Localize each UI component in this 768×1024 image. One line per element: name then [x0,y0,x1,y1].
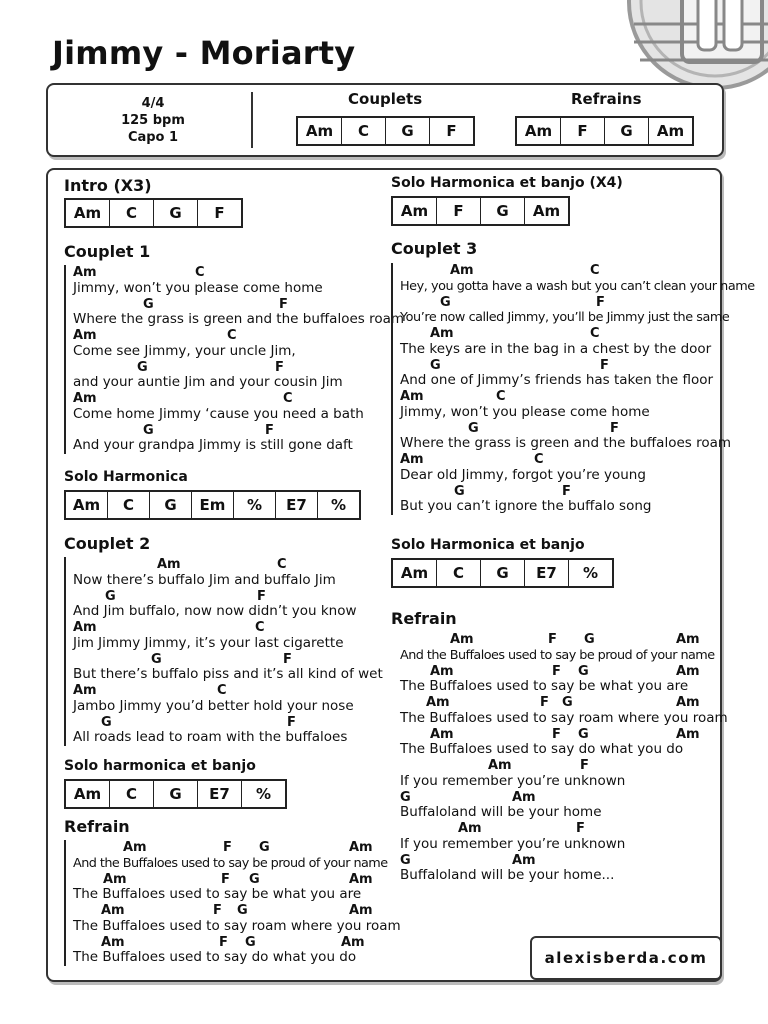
chord-line [400,421,755,437]
lyric-line: If you remember you’re unknown [400,835,626,852]
chord-name: Am [73,265,97,280]
chord-name: F [275,359,284,375]
chord-line [73,935,401,951]
chord-name: F [576,821,585,836]
chord-name: C [227,328,237,343]
chord-cell: C [110,200,154,226]
solo3-heading: Solo Harmonica et banjo (X4) [391,175,623,191]
chord-name: F [265,422,274,438]
chord-line [73,423,404,439]
intro-chord-grid [64,198,243,228]
chord-name: Am [349,903,373,918]
chord-name: Am [676,663,700,679]
lyric-line: And your grandpa Jimmy is still gone daft [73,437,353,454]
chord-line [73,715,383,731]
chord-name: Am [349,840,373,855]
chord-line [400,326,755,342]
chord-line [73,391,404,407]
chord-line [400,821,728,837]
chord-cell: G [154,781,198,807]
song-meta [88,95,218,146]
chord-name: Am [676,632,700,647]
chord-name: F [600,357,609,373]
chord-line [400,452,755,468]
lyric-line: Come home Jimmy ‘cause you need a bath [73,405,364,422]
lyric-line: Buffaloland will be your home [400,804,602,821]
lyric-line: And one of Jimmy’s friends has taken the floor [400,372,714,389]
refrains-header: Refrains [571,90,642,108]
chord-cell: E7 [198,781,242,807]
chord-name: C [217,683,227,698]
lyric-line: Buffaloland will be your home... [400,867,615,884]
lyric-line: You’re now called Jimmy, you’ll be Jimmy just the same [400,310,730,326]
chord-name: Am [101,934,125,950]
chord-cell: C [108,492,150,518]
chord-cell: % [255,785,272,803]
chord-name: Am [341,934,365,950]
chord-name: Am [488,758,512,773]
lyric-line: The Buffaloes used to say roam where you roam [400,709,728,726]
chord-cell: F [446,122,457,140]
chord-line [400,695,728,711]
chord-name: G [245,934,256,950]
chord-cell: Em [192,492,234,518]
chord-line [73,683,383,699]
couplet2-lyrics [64,557,383,746]
refrain-right-lyrics [391,632,728,884]
chord-name: C [195,265,205,280]
chord-cell: % [582,564,599,582]
chord-name: Am [512,789,536,805]
chord-name: G [400,852,411,868]
chord-cell: C [342,118,386,144]
chord-cell: E7 [276,492,318,518]
chord-name: F [540,695,549,710]
couplet1-heading: Couplet 1 [64,242,151,261]
lyric-line: Jambo Jimmy you’d better hold your nose [73,697,354,714]
chord-line [73,265,404,281]
chord-cell: G [605,118,649,144]
couplet1-lyrics [64,265,404,454]
chord-name: F [610,420,619,436]
lyric-line: The Buffaloes used to say do what you do [73,949,357,966]
couplet3-heading: Couplet 3 [391,239,478,258]
chord-name: F [596,294,605,310]
chord-line [73,328,404,344]
chord-cell: Am [66,781,110,807]
solo4-heading: Solo Harmonica et banjo [391,537,585,553]
chord-name: Am [73,620,97,635]
chord-name: F [552,726,561,742]
chord-name: Am [73,328,97,343]
song-title: Jimmy - Moriarty [52,34,356,72]
chord-name: F [552,663,561,679]
solo4-chord-grid [391,558,614,588]
time-signature: 4/4 [141,96,165,111]
chord-name: Am [430,663,454,679]
chord-name: Am [73,683,97,698]
solo2-chord-grid [64,779,287,809]
refrain-left-lyrics [64,840,401,966]
chord-cell: Am [656,122,685,140]
chord-line [400,727,728,743]
couplet2-heading: Couplet 2 [64,534,151,553]
lyric-line: The Buffaloes used to say be what you are [400,678,689,695]
chord-cell: Am [393,560,437,586]
lyric-line: All roads lead to roam with the buffaloes [73,729,348,746]
lyric-line: The Buffaloes used to say be what you are [73,886,362,903]
lyric-line: But there’s buffalo piss and it’s all kind of wet [73,666,383,683]
chord-name: G [468,420,479,436]
refrain-right-heading: Refrain [391,609,457,628]
chord-name: Am [430,326,454,341]
chord-cell: F [561,118,605,144]
chord-cell: Am [66,200,110,226]
song-info-panel [46,83,724,157]
chord-name: G [137,359,148,375]
chord-line [400,790,728,806]
chord-name: C [590,263,600,278]
chord-name: Am [676,726,700,742]
chord-name: C [496,389,506,404]
lyric-line: Hey, you gotta have a wash but you can’t clean your name [400,278,755,294]
chord-cell: C [110,781,154,807]
chord-name: Am [400,389,424,404]
chord-cell: F [214,204,225,222]
chord-name: Am [450,263,474,278]
chord-name: Am [157,557,181,572]
divider [251,92,253,148]
chord-name: G [105,588,116,604]
website-link[interactable]: alexisberda.com [530,936,722,980]
refrains-chord-grid [515,116,694,146]
chord-name: C [534,452,544,467]
chord-name: G [143,296,154,312]
lyric-line: Come see Jimmy, your uncle Jim, [73,342,296,359]
chord-name: Am [458,821,482,836]
lyric-line: And Jim buffalo, now now didn’t you know [73,603,357,620]
guitar-logo-icon [620,0,768,92]
lyric-line: Dear old Jimmy, forgot you’re young [400,466,646,483]
chord-name: F [279,296,288,312]
chord-line [400,295,755,311]
chord-name: F [213,903,222,918]
chord-line [73,620,383,636]
chord-line [73,589,383,605]
chord-name: G [237,903,248,918]
lyric-line: And the Buffaloes used to say be proud of your name [400,647,715,663]
chord-name: F [562,483,571,499]
lyric-line: If you remember you’re unknown [400,772,626,789]
chord-cell: Am [393,198,437,224]
solo1-chord-grid [64,490,361,520]
chord-name: G [562,695,573,710]
chord-cell: % [234,492,276,518]
chord-line [400,853,728,869]
capo: Capo 1 [127,130,179,145]
chord-name: F [287,714,296,730]
chord-cell: C [437,560,481,586]
solo3-chord-grid [391,196,570,226]
chord-line [73,872,401,888]
chord-name: Am [400,452,424,467]
chord-name: G [430,357,441,373]
chord-name: Am [123,840,147,855]
chord-cell: Am [298,118,342,144]
chord-name: F [221,871,230,887]
chord-name: G [578,663,589,679]
chord-cell: G [481,560,525,586]
chord-name: G [151,651,162,667]
lyric-line: But you can’t ignore the buffalo song [400,498,652,515]
lyric-line: Now there’s buffalo Jim and buffalo Jim [73,571,336,588]
intro-heading: Intro (X3) [64,176,152,195]
chord-cell: G [150,492,192,518]
chord-name: F [548,632,557,647]
lyric-line: Where the grass is green and the buffaloes roam [73,311,405,328]
couplets-chord-grid [296,116,475,146]
chord-name: Am [101,903,125,918]
lyric-line: Where the grass is green and the buffaloes roam [400,435,732,452]
chord-name: F [219,934,228,950]
chord-cell: Am [532,202,561,220]
chord-name: Am [512,852,536,868]
chord-name: Am [450,632,474,647]
chord-name: G [143,422,154,438]
chord-name: F [223,840,232,855]
chord-cell: G [481,198,525,224]
lyric-line: The keys are in the bag in a chest by the door [400,340,712,357]
chord-name: Am [676,695,700,710]
solo2-heading: Solo harmonica et banjo [64,758,256,774]
lyric-line: and your auntie Jim and your cousin Jim [73,374,343,391]
chord-cell: % [330,496,347,514]
chord-line [400,358,755,374]
chord-line [400,664,728,680]
chord-line [400,632,728,648]
chord-name: Am [73,391,97,406]
chord-name: G [578,726,589,742]
chord-name: Am [103,871,127,887]
refrain-left-heading: Refrain [64,817,130,836]
chord-name: G [249,871,260,887]
chord-cell: G [386,118,430,144]
tempo: 125 bpm [121,113,185,128]
chord-name: C [283,391,293,406]
chord-name: C [277,557,287,572]
chord-name: G [259,840,270,855]
chord-cell: G [154,200,198,226]
lyric-line: Jimmy, won’t you please come home [400,403,650,420]
chord-cell: Am [517,118,561,144]
chord-name: Am [426,695,450,710]
chord-line [400,758,728,774]
chord-line [73,840,401,856]
chord-line [73,652,383,668]
chord-cell: F [437,198,481,224]
solo1-heading: Solo Harmonica [64,469,188,485]
couplet3-lyrics [391,263,755,515]
chord-line [73,557,383,573]
chord-line [73,297,404,313]
chord-name: G [440,294,451,310]
couplets-header: Couplets [348,90,423,108]
chord-name: Am [349,871,373,887]
chord-name: F [283,651,292,667]
lyric-line: The Buffaloes used to say roam where you roam [73,917,401,934]
chord-name: C [590,326,600,341]
chord-name: G [584,632,595,647]
chord-cell: E7 [525,560,569,586]
chord-name: G [101,714,112,730]
chord-name: Am [430,726,454,742]
chord-line [400,389,755,405]
chord-name: G [454,483,465,499]
chord-name: G [400,789,411,805]
lyric-line: Jimmy, won’t you please come home [73,279,323,296]
chord-name: C [255,620,265,635]
chord-line [400,263,755,279]
lyric-line: And the Buffaloes used to say be proud of your name [73,855,388,871]
chord-line [73,360,404,376]
chord-line [400,484,755,500]
chord-line [73,903,401,919]
lyric-line: The Buffaloes used to say do what you do [400,741,684,758]
lyric-line: Jim Jimmy Jimmy, it’s your last cigarette [73,634,344,651]
chord-name: F [580,758,589,773]
chord-cell: Am [66,492,108,518]
chord-name: F [257,588,266,604]
